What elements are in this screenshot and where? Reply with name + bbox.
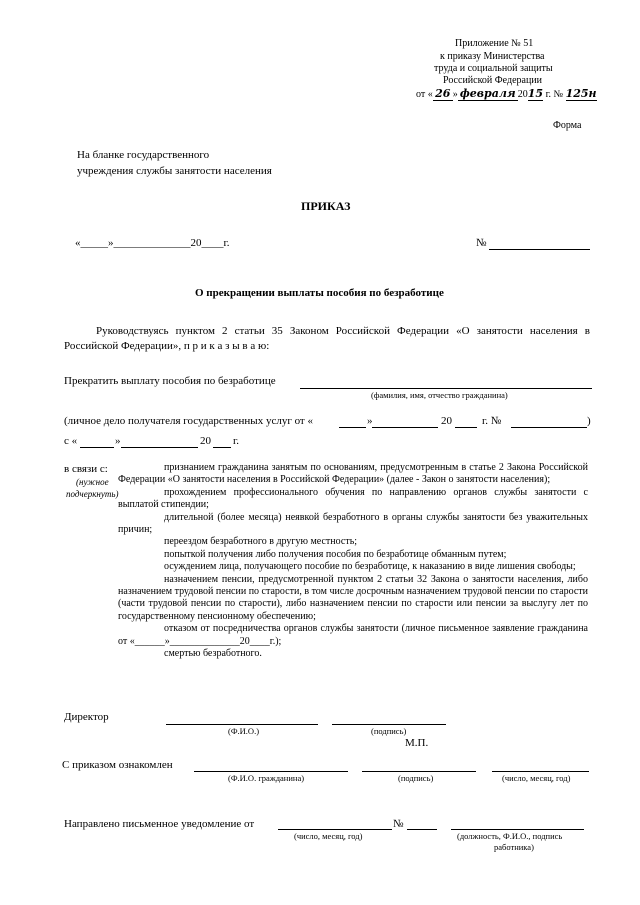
since-prefix: с «	[64, 435, 78, 447]
notice-number-label: №	[393, 818, 404, 830]
terminate-label: Прекратить выплату пособия по безработице	[64, 375, 276, 387]
reason-item: смертью безработного.	[164, 648, 262, 660]
director-fio-caption: (Ф.И.О.)	[228, 726, 260, 736]
file-number-line	[511, 427, 587, 428]
reason-item: попыткой получения либо получения пособия по безработице обманным путем;	[164, 548, 507, 560]
acquainted-sign-caption: (подпись)	[398, 773, 434, 783]
reason-item: прохождением профессионального обучения по направлению органов службы занятости с выплатой стипендии;	[118, 486, 588, 511]
stamp-place: М.П.	[405, 737, 429, 749]
since-month-line	[121, 447, 198, 448]
appendix-order-number: 125н	[565, 87, 597, 100]
form-label: Форма	[553, 120, 582, 131]
citizen-name-caption: (фамилия, имя, отчество гражданина)	[371, 390, 508, 400]
reasons-note-line-1: (нужное	[76, 477, 109, 487]
acquainted-sign-line	[362, 771, 476, 772]
appendix-line-2: к приказу Министерства	[440, 51, 545, 62]
since-suffix: г.	[233, 435, 240, 447]
file-month-line	[372, 427, 438, 428]
reasons-label: в связи с:	[64, 463, 108, 475]
notice-position-caption-line-1: (должность, Ф.И.О., подпись	[457, 831, 563, 841]
since-day-line	[80, 447, 114, 448]
acquainted-date-caption: (число, месяц, год)	[502, 773, 571, 783]
appendix-date-month: февраля	[458, 87, 518, 101]
appendix-line-3: труда и социальной защиты	[434, 63, 553, 74]
director-sign-caption: (подпись)	[371, 726, 407, 736]
acquainted-label: С приказом ознакомлен	[62, 759, 173, 771]
letterhead-line-1: На бланке государственного	[77, 149, 210, 161]
appendix-date-line	[416, 87, 597, 101]
letterhead-line-2: учреждения службы занятости населения	[77, 165, 272, 177]
appendix-date-year: 15	[527, 87, 544, 100]
director-fio-line	[166, 724, 318, 725]
appendix-line-1: Приложение № 51	[455, 38, 534, 49]
since-mid: »	[115, 435, 121, 447]
acquainted-date-line	[492, 771, 589, 772]
director-sign-line	[332, 724, 446, 725]
since-year-line	[213, 447, 231, 448]
preamble-paragraph: Руководствуясь пунктом 2 статьи 35 Законом Российской Федерации «О занятости населения в Российской Федерации», п р и к а з ы в а ю:	[64, 325, 590, 352]
since-year: 20	[200, 435, 211, 447]
acquainted-fio-caption: (Ф.И.О. гражданина)	[228, 773, 305, 783]
reason-item: длительной (более месяца) неявкой безработного в органы службы занятости без уважительных причин;	[118, 511, 588, 536]
order-subject: О прекращении выплаты пособия по безработице	[195, 287, 444, 299]
document-title: ПРИКАЗ	[301, 199, 351, 213]
reason-item: осуждением лица, получающего пособие по безработице, к наказанию в виде лишения свободы;	[164, 561, 576, 573]
appendix-line-4: Российской Федерации	[443, 75, 543, 86]
reason-item: признанием гражданина занятым по основаниям, предусмотренным в статье 2 Закона Российской Федерации «О занятости населения в Российской Федерации» (далее - Закон о занятости населения);	[118, 462, 588, 486]
citizen-name-line	[300, 388, 592, 389]
reasons-note-line-2: подчеркнуть)	[66, 489, 119, 499]
reason-item: отказом от посредничества органов службы занятости (личное письменное заявление гражданина от «______»______________20____г.);	[118, 623, 588, 647]
file-line-mid: »	[367, 415, 373, 427]
reason-item: назначением пенсии, предусмотренной пунктом 2 статьи 32 Закона о занятости населения, либо назначением трудовой пенсии по старости, в том числе досрочным назначением трудовой пенсии по старости (части трудовой пенсии по старости), либо назначением пенсии по старости или пенсии за выслугу лет по государственному пенсионному обеспечению;	[118, 573, 588, 622]
reasons-list	[118, 462, 588, 661]
file-line-suffix: г. №	[482, 415, 502, 427]
director-label: Директор	[64, 711, 109, 723]
appendix-date-year-prefix: 20	[517, 89, 528, 100]
order-number-line	[489, 249, 590, 250]
file-line-prefix: (личное дело получателя государственных услуг от «	[64, 415, 313, 427]
notice-date-line	[278, 829, 392, 830]
file-day-line	[339, 427, 366, 428]
notice-label: Направлено письменное уведомление от	[64, 818, 255, 830]
file-year-line	[455, 427, 477, 428]
acquainted-fio-line	[194, 771, 348, 772]
appendix-date-prefix: от «	[416, 89, 433, 100]
order-number-label: №	[476, 237, 487, 249]
appendix-date-suffix: г. №	[545, 89, 564, 100]
notice-number-line	[407, 829, 437, 830]
notice-date-caption: (число, месяц, год)	[294, 831, 363, 841]
appendix-date-day: 26	[433, 87, 453, 101]
file-line-end: )	[587, 415, 591, 427]
notice-position-caption-line-2: работника)	[494, 842, 534, 852]
order-date-line: «_____»______________20____г.	[75, 237, 230, 249]
file-line-year: 20	[441, 415, 452, 427]
notice-position-line	[451, 829, 584, 830]
reason-item: переездом безработного в другую местность;	[164, 536, 358, 548]
appendix-date-mid: »	[452, 89, 458, 100]
